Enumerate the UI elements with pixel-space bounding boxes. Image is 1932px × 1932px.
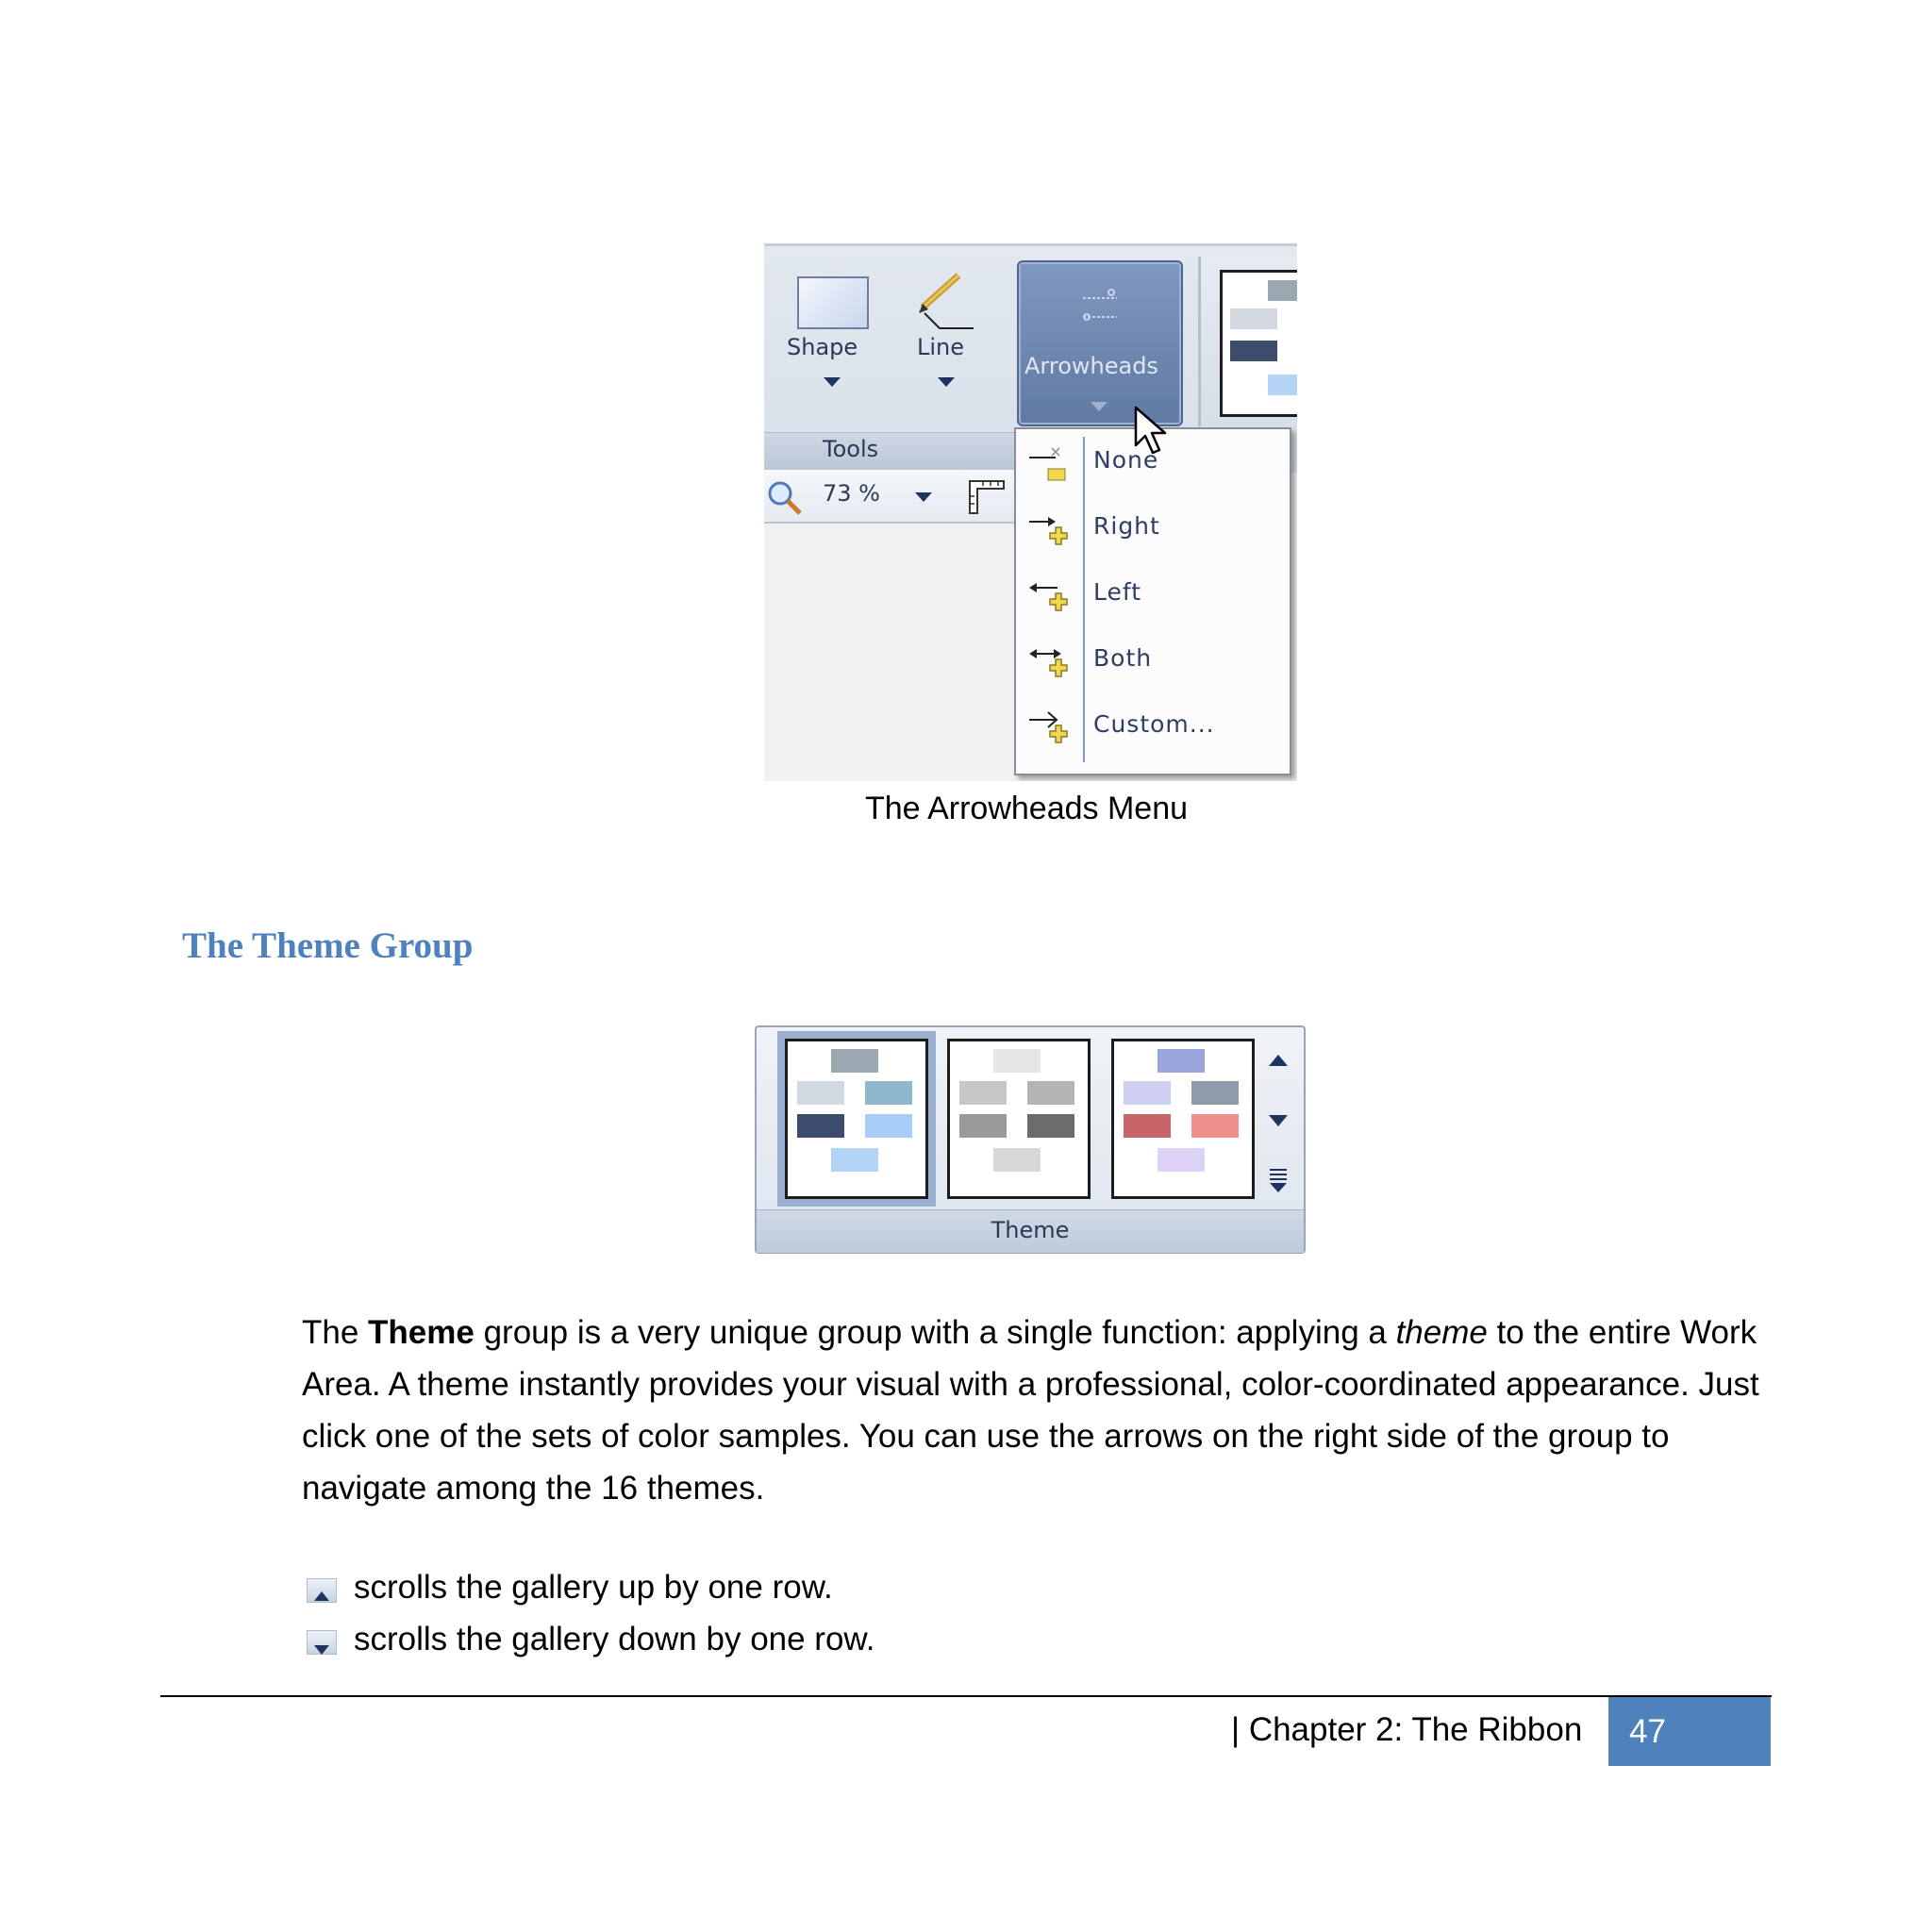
color-swatch — [1191, 1114, 1239, 1138]
both-arrowheads-icon — [1027, 642, 1069, 684]
scroll-down-icon — [307, 1630, 337, 1655]
arrowheads-label: Arrowheads — [1024, 353, 1158, 379]
color-swatch — [831, 1049, 878, 1073]
theme-group-label: Theme — [757, 1209, 1304, 1253]
color-swatch — [1191, 1081, 1239, 1105]
magnifier-icon — [766, 479, 804, 517]
color-swatch — [1158, 1049, 1205, 1073]
theme-swatch-set[interactable] — [947, 1039, 1091, 1199]
bullet-text: scrolls the gallery up by one row. — [354, 1569, 833, 1606]
line-label: Line — [917, 334, 965, 360]
left-arrowhead-icon — [1027, 576, 1069, 618]
color-swatch — [797, 1081, 844, 1105]
theme-thumbnail[interactable] — [1220, 270, 1297, 417]
arrowheads-dropdown-menu — [1014, 427, 1291, 775]
color-swatch — [865, 1114, 912, 1138]
color-swatch — [959, 1081, 1007, 1105]
section-heading: The Theme Group — [182, 925, 474, 966]
menu-item-label: Right — [1093, 512, 1160, 540]
menu-item-custom[interactable] — [1016, 699, 1286, 759]
line-button[interactable] — [896, 272, 991, 408]
page-number: 47 — [1608, 1697, 1771, 1766]
zoom-bar — [764, 470, 1038, 524]
arrowheads-button[interactable] — [1017, 260, 1183, 426]
paragraph-bold-term: Theme — [368, 1314, 475, 1351]
color-swatch — [1124, 1081, 1171, 1105]
right-arrowhead-icon — [1027, 510, 1069, 552]
footer-divider — [160, 1695, 1772, 1697]
arrowheads-icon — [1079, 287, 1121, 328]
shape-label: Shape — [787, 334, 858, 360]
footer-chapter: | Chapter 2: The Ribbon — [1231, 1711, 1583, 1748]
shape-icon — [797, 276, 869, 329]
ruler-icon[interactable] — [966, 477, 1008, 515]
menu-item-right[interactable] — [1016, 501, 1286, 561]
paragraph-text: The — [302, 1314, 369, 1351]
color-swatch — [1158, 1148, 1205, 1172]
custom-arrowhead-icon — [1027, 708, 1069, 750]
menu-item-label: Custom... — [1093, 710, 1215, 738]
figure-caption: The Arrowheads Menu — [864, 791, 1189, 826]
paragraph-italic-term: theme — [1395, 1314, 1488, 1351]
color-swatch — [993, 1049, 1041, 1073]
gallery-more-icon[interactable] — [1268, 1167, 1289, 1193]
color-swatch — [831, 1148, 878, 1172]
tools-group-bar — [764, 432, 1038, 471]
menu-item-both[interactable] — [1016, 633, 1286, 693]
color-swatch — [1027, 1114, 1074, 1138]
theme-group-figure — [755, 1025, 1306, 1254]
menu-item-label: Both — [1093, 644, 1153, 672]
color-swatch — [1124, 1114, 1171, 1138]
scroll-down-icon[interactable] — [1268, 1114, 1289, 1127]
color-swatch — [797, 1114, 844, 1138]
scroll-up-icon[interactable] — [1268, 1054, 1289, 1067]
zoom-value[interactable]: 73 % — [823, 480, 880, 507]
gallery-scroll-controls — [1257, 1037, 1298, 1197]
menu-item-left[interactable] — [1016, 567, 1286, 627]
color-swatch — [865, 1081, 912, 1105]
pencil-line-icon — [917, 272, 983, 330]
mouse-cursor-icon — [1134, 406, 1172, 458]
paragraph-text: group is a very unique group with a single function: applying a — [474, 1314, 1396, 1351]
arrowheads-menu-figure — [764, 243, 1297, 781]
shape-dropdown-icon[interactable] — [824, 377, 841, 387]
arrowheads-dropdown-icon[interactable] — [1091, 402, 1108, 411]
line-dropdown-icon[interactable] — [938, 377, 955, 387]
body-paragraph — [302, 1307, 1774, 1514]
tools-group-label: Tools — [823, 436, 879, 462]
menu-item-label: Left — [1093, 578, 1142, 606]
scroll-up-icon — [307, 1578, 337, 1603]
no-arrowhead-icon — [1027, 444, 1069, 486]
bullet-text: scrolls the gallery down by one row. — [354, 1621, 875, 1657]
theme-swatch-set[interactable] — [785, 1039, 928, 1199]
zoom-dropdown-icon[interactable] — [915, 492, 932, 502]
theme-gallery-peek — [1198, 257, 1297, 426]
color-swatch — [959, 1114, 1007, 1138]
color-swatch — [1027, 1081, 1074, 1105]
theme-swatch-set[interactable] — [1111, 1039, 1255, 1199]
color-swatch — [993, 1148, 1041, 1172]
menu-item-label: None — [1093, 446, 1159, 474]
paragraph-text: to the entire Work Area. A theme instantly provides your visual with a professional, color-coordinated appearance. Just click one of the sets of color samples. You can use the arrows on the right side of the group to navigate among the 16 themes. — [302, 1314, 1759, 1507]
shape-button[interactable] — [783, 272, 887, 408]
